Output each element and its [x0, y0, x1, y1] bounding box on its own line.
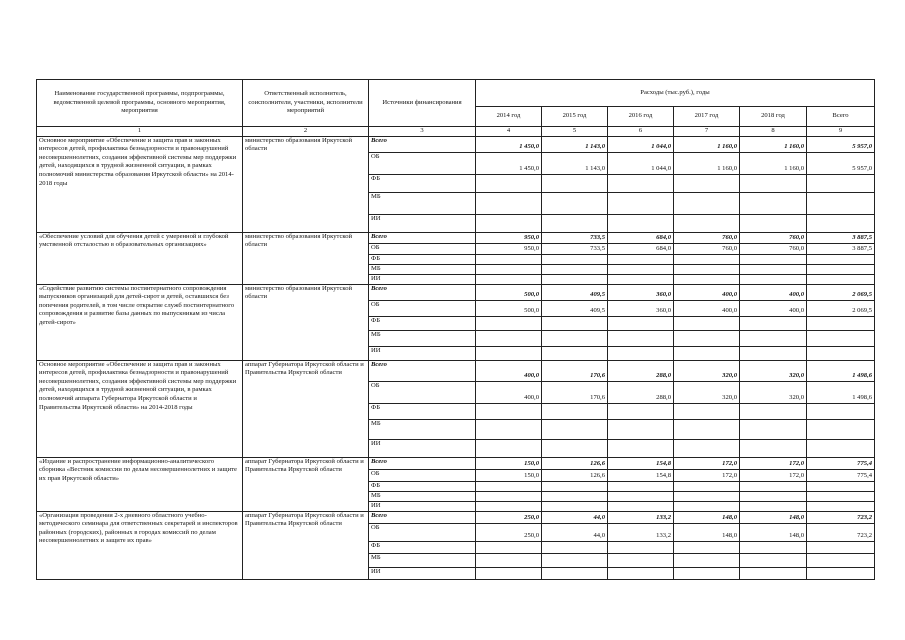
amount-year [740, 419, 807, 439]
activity-name: Основное мероприятие «Обеспечение и защита прав и законных интересов детей, профилактика безнадзорности и правонарушений несовершеннолетних, создания эффективной системы мер поддержки детей, находящихся в трудной жизненной ситуации, в рамках полномочий министерства образования Иркутской области» на 2014-2018 годы [37, 136, 243, 232]
amount-year [542, 346, 608, 360]
amount-year [608, 330, 674, 346]
amount-year: 250,0 [476, 511, 542, 523]
table-row [37, 232, 875, 243]
amount-year [674, 541, 740, 553]
funding-source: Всего [369, 360, 476, 381]
activity-executor: министерство образования Иркутской области [243, 232, 369, 284]
column-index: 3 [369, 127, 476, 137]
amount-year: 733,5 [542, 243, 608, 254]
amount-year [542, 316, 608, 330]
amount-year: 288,0 [608, 381, 674, 403]
amount-year [740, 501, 807, 511]
amount-year [674, 481, 740, 491]
funding-source: ОБ [369, 300, 476, 316]
amount-year [674, 254, 740, 264]
funding-source: ФБ [369, 174, 476, 192]
amount-total [807, 346, 875, 360]
amount-year [542, 254, 608, 264]
amount-year: 1 160,0 [740, 136, 807, 152]
amount-total: 723,2 [807, 511, 875, 523]
funding-source: Всего [369, 136, 476, 152]
amount-year: 170,6 [542, 360, 608, 381]
amount-total: 2 069,5 [807, 300, 875, 316]
amount-year [542, 501, 608, 511]
header-year: 2017 год [674, 107, 740, 127]
amount-year: 1 450,0 [476, 136, 542, 152]
amount-year [674, 403, 740, 419]
amount-year: 400,0 [674, 300, 740, 316]
amount-year: 500,0 [476, 284, 542, 300]
funding-source: ОБ [369, 469, 476, 481]
funding-source: ФБ [369, 403, 476, 419]
amount-total [807, 491, 875, 501]
amount-year: 44,0 [542, 511, 608, 523]
header-source: Источники финансирования [369, 80, 476, 127]
amount-year [674, 214, 740, 232]
amount-year [608, 264, 674, 274]
table-row [37, 284, 875, 300]
amount-total: 775,4 [807, 469, 875, 481]
funding-source: ИИ [369, 346, 476, 360]
amount-year: 133,2 [608, 523, 674, 541]
amount-year: 320,0 [674, 381, 740, 403]
funding-source: ИИ [369, 567, 476, 579]
activity-name: «Организация проведения 2-х дневного областного учебно-методического семинара для ответственных секретарей и инспекторов районных (городских), районных в городах комиссий по делам несовершеннолетних и защите их прав» [37, 511, 243, 579]
amount-year: 400,0 [476, 381, 542, 403]
amount-year [476, 264, 542, 274]
funding-source: ОБ [369, 243, 476, 254]
funding-source: ОБ [369, 152, 476, 174]
amount-year [674, 274, 740, 284]
amount-total [807, 174, 875, 192]
amount-total [807, 274, 875, 284]
amount-year [674, 346, 740, 360]
amount-total [807, 330, 875, 346]
amount-total [807, 419, 875, 439]
amount-year: 288,0 [608, 360, 674, 381]
amount-total [807, 553, 875, 567]
activity-executor: аппарат Губернатора Иркутской области и Правительства Иркутской области [243, 360, 369, 457]
financing-table [36, 79, 875, 580]
funding-source: МБ [369, 192, 476, 214]
amount-year [608, 567, 674, 579]
activity-name: «Содействие развитию системы постинтернатного сопровождения выпускников организаций для детей-сирот и детей, оставшихся без попечения родителей, в том числе открытие служб постинтернатного сопровождения и развитие базы данных по выпускникам из числа детей-сирот» [37, 284, 243, 360]
funding-source: МБ [369, 264, 476, 274]
amount-year: 250,0 [476, 523, 542, 541]
funding-source: МБ [369, 491, 476, 501]
amount-year [542, 264, 608, 274]
amount-year [542, 214, 608, 232]
funding-source: ФБ [369, 541, 476, 553]
amount-year: 44,0 [542, 523, 608, 541]
amount-year: 409,5 [542, 284, 608, 300]
amount-year: 133,2 [608, 511, 674, 523]
amount-year: 148,0 [674, 523, 740, 541]
amount-year [476, 491, 542, 501]
amount-year: 148,0 [740, 511, 807, 523]
amount-year: 760,0 [674, 232, 740, 243]
amount-year [608, 274, 674, 284]
amount-year: 1 044,0 [608, 136, 674, 152]
column-index: 1 [37, 127, 243, 137]
amount-year: 400,0 [740, 284, 807, 300]
amount-year: 320,0 [674, 360, 740, 381]
amount-year: 400,0 [476, 360, 542, 381]
amount-year [476, 274, 542, 284]
amount-year: 360,0 [608, 300, 674, 316]
amount-year: 733,5 [542, 232, 608, 243]
amount-year [674, 330, 740, 346]
amount-year: 320,0 [740, 360, 807, 381]
amount-year [476, 174, 542, 192]
funding-source: ОБ [369, 523, 476, 541]
amount-year: 126,6 [542, 457, 608, 469]
amount-year: 684,0 [608, 243, 674, 254]
amount-year [476, 419, 542, 439]
amount-total [807, 541, 875, 553]
amount-year: 400,0 [674, 284, 740, 300]
funding-source: ИИ [369, 439, 476, 457]
amount-year [542, 174, 608, 192]
amount-year [740, 439, 807, 457]
amount-year [674, 567, 740, 579]
amount-total: 5 957,0 [807, 152, 875, 174]
amount-year [608, 403, 674, 419]
amount-year [740, 316, 807, 330]
amount-year [674, 439, 740, 457]
amount-total [807, 316, 875, 330]
amount-total [807, 481, 875, 491]
amount-year: 150,0 [476, 469, 542, 481]
amount-year [542, 439, 608, 457]
amount-total: 775,4 [807, 457, 875, 469]
amount-total [807, 501, 875, 511]
amount-year [608, 419, 674, 439]
amount-year: 1 143,0 [542, 136, 608, 152]
header-name: Наименование государственной программы, подпрограммы, ведомственной целевой программы, основного мероприятия, мероприятия [37, 80, 243, 127]
amount-year [542, 567, 608, 579]
amount-year [476, 541, 542, 553]
column-index: 4 [476, 127, 542, 137]
funding-source: МБ [369, 553, 476, 567]
amount-year [476, 192, 542, 214]
amount-year [542, 541, 608, 553]
amount-year [476, 254, 542, 264]
amount-year: 170,6 [542, 381, 608, 403]
amount-year [476, 346, 542, 360]
amount-year [674, 316, 740, 330]
amount-year: 126,6 [542, 469, 608, 481]
header-year: 2014 год [476, 107, 542, 127]
amount-year [608, 541, 674, 553]
amount-year [608, 491, 674, 501]
amount-year: 172,0 [740, 469, 807, 481]
amount-year: 150,0 [476, 457, 542, 469]
amount-year [740, 491, 807, 501]
amount-year [542, 491, 608, 501]
activity-executor: министерство образования Иркутской области [243, 136, 369, 232]
amount-year: 360,0 [608, 284, 674, 300]
funding-source: Всего [369, 232, 476, 243]
amount-year [476, 567, 542, 579]
amount-year [740, 264, 807, 274]
amount-year: 500,0 [476, 300, 542, 316]
amount-total: 1 498,6 [807, 360, 875, 381]
amount-year: 760,0 [674, 243, 740, 254]
amount-year [608, 481, 674, 491]
amount-total [807, 403, 875, 419]
amount-year: 154,8 [608, 469, 674, 481]
amount-total: 723,2 [807, 523, 875, 541]
amount-year: 148,0 [674, 511, 740, 523]
amount-year [674, 264, 740, 274]
amount-year: 684,0 [608, 232, 674, 243]
financing-table-page [36, 79, 874, 580]
amount-year: 1 160,0 [674, 136, 740, 152]
funding-source: ИИ [369, 214, 476, 232]
amount-year [674, 501, 740, 511]
activity-executor: аппарат Губернатора Иркутской области и Правительства Иркутской области [243, 457, 369, 511]
column-index: 2 [243, 127, 369, 137]
amount-year: 172,0 [674, 457, 740, 469]
activity-name: «Обеспечение условий для обучения детей с умеренной и глубокой умственной отсталостью в образовательных организациях» [37, 232, 243, 284]
amount-year: 400,0 [740, 300, 807, 316]
amount-year [476, 439, 542, 457]
amount-year: 1 044,0 [608, 152, 674, 174]
header-year: 2015 год [542, 107, 608, 127]
column-index: 6 [608, 127, 674, 137]
header-executor: Ответственный исполнитель, соисполнители, участники, исполнители мероприятий [243, 80, 369, 127]
amount-year [542, 274, 608, 284]
amount-year [740, 346, 807, 360]
activity-executor: министерство образования Иркутской области [243, 284, 369, 360]
amount-total [807, 264, 875, 274]
amount-year [608, 316, 674, 330]
amount-year [740, 174, 807, 192]
amount-year [476, 330, 542, 346]
amount-year: 409,5 [542, 300, 608, 316]
amount-year [476, 214, 542, 232]
amount-total [807, 439, 875, 457]
funding-source: МБ [369, 330, 476, 346]
activity-executor: аппарат Губернатора Иркутской области и Правительства Иркутской области [243, 511, 369, 579]
amount-year [476, 481, 542, 491]
amount-total: 3 887,5 [807, 243, 875, 254]
amount-year [608, 214, 674, 232]
amount-year [740, 403, 807, 419]
amount-year: 1 160,0 [740, 152, 807, 174]
table-row [37, 360, 875, 381]
table-row [37, 136, 875, 152]
amount-year [608, 192, 674, 214]
amount-year [740, 330, 807, 346]
funding-source: Всего [369, 284, 476, 300]
amount-total [807, 567, 875, 579]
amount-year [740, 274, 807, 284]
column-index: 9 [807, 127, 875, 137]
amount-year [542, 419, 608, 439]
amount-year [674, 174, 740, 192]
funding-source: ИИ [369, 501, 476, 511]
amount-total: 1 498,6 [807, 381, 875, 403]
amount-year [674, 491, 740, 501]
amount-year: 148,0 [740, 523, 807, 541]
amount-year [476, 316, 542, 330]
funding-source: Всего [369, 457, 476, 469]
table-body [37, 136, 875, 579]
amount-year: 320,0 [740, 381, 807, 403]
amount-total [807, 254, 875, 264]
amount-year [740, 481, 807, 491]
funding-source: ФБ [369, 481, 476, 491]
amount-year: 1 450,0 [476, 152, 542, 174]
amount-year [476, 553, 542, 567]
amount-year [740, 567, 807, 579]
amount-year: 154,8 [608, 457, 674, 469]
header-index-row [37, 127, 875, 137]
amount-year: 760,0 [740, 243, 807, 254]
column-index: 7 [674, 127, 740, 137]
funding-source: ФБ [369, 254, 476, 264]
amount-year: 760,0 [740, 232, 807, 243]
amount-year [476, 403, 542, 419]
amount-year [674, 553, 740, 567]
amount-year [608, 501, 674, 511]
amount-year [542, 403, 608, 419]
amount-year [608, 346, 674, 360]
header-total: Всего [807, 107, 875, 127]
amount-year [542, 330, 608, 346]
amount-year [740, 214, 807, 232]
amount-year [674, 419, 740, 439]
amount-year [542, 481, 608, 491]
amount-year: 950,0 [476, 232, 542, 243]
amount-year [608, 174, 674, 192]
header-year: 2016 год [608, 107, 674, 127]
amount-year [740, 553, 807, 567]
amount-total: 2 069,5 [807, 284, 875, 300]
amount-total: 3 887,5 [807, 232, 875, 243]
column-index: 5 [542, 127, 608, 137]
funding-source: МБ [369, 419, 476, 439]
amount-year [542, 553, 608, 567]
amount-year: 172,0 [674, 469, 740, 481]
amount-year [740, 254, 807, 264]
header-year: 2018 год [740, 107, 807, 127]
amount-total [807, 214, 875, 232]
amount-year: 950,0 [476, 243, 542, 254]
amount-year: 1 160,0 [674, 152, 740, 174]
funding-source: ИИ [369, 274, 476, 284]
funding-source: Всего [369, 511, 476, 523]
funding-source: ОБ [369, 381, 476, 403]
table-row [37, 511, 875, 523]
header-expenses: Расходы (тыс.руб.), годы [476, 80, 875, 107]
activity-name: «Издание и распространение информационно-аналитического сборника «Вестник комиссии по делам несовершеннолетних и защите их прав Иркутской области» [37, 457, 243, 511]
amount-year [476, 501, 542, 511]
funding-source: ФБ [369, 316, 476, 330]
amount-year [608, 439, 674, 457]
amount-year [608, 553, 674, 567]
amount-year [740, 192, 807, 214]
amount-year [740, 541, 807, 553]
column-index: 8 [740, 127, 807, 137]
amount-year: 1 143,0 [542, 152, 608, 174]
activity-name: Основное мероприятие «Обеспечение и защита прав и законных интересов детей, профилактика безнадзорности и правонарушений несовершеннолетних, создания эффективной системы мер поддержки детей, находящихся в трудной жизненной ситуации, в рамках полномочий аппарата Губернатора Иркутской области и Правительства Иркутской области» на 2014-2018 годы [37, 360, 243, 457]
amount-total [807, 192, 875, 214]
amount-year: 172,0 [740, 457, 807, 469]
amount-year [608, 254, 674, 264]
amount-year [674, 192, 740, 214]
table-row [37, 457, 875, 469]
amount-total: 5 957,0 [807, 136, 875, 152]
amount-year [542, 192, 608, 214]
